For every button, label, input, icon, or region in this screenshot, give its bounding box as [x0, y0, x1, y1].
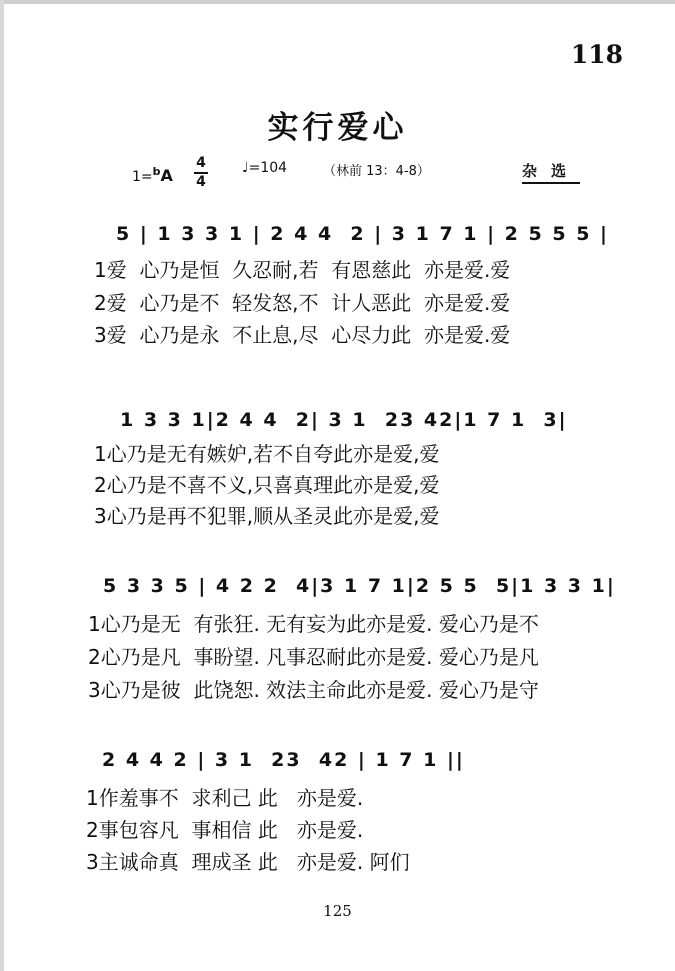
page-number: 125: [323, 902, 352, 920]
key-letter: A: [160, 166, 173, 185]
key-prefix: 1=: [132, 169, 153, 185]
hymn-number: 118: [570, 40, 623, 69]
lyric-verse-1: 1爱 心乃是恒 久忍耐,若 有恩慈此 亦是爱.爱: [94, 258, 511, 282]
lyric-verse-1: 1作羞事不 求利己 此 亦是爱.: [86, 786, 364, 810]
notes-line-2: 1 3 3 1|2 4 4 2| 3 1 23 42|1 7 1 3|: [120, 409, 568, 431]
hymn-title: 实行爱心: [267, 110, 408, 146]
time-signature: [194, 156, 208, 190]
key-signature: [132, 165, 173, 185]
lyric-verse-2: 2爱 心乃是不 轻发怒,不 计人恶此 亦是爱.爱: [94, 291, 511, 315]
lyric-verse-3: 3爱 心乃是永 不止息,尽 心尽力此 亦是爱.爱: [94, 323, 511, 347]
lyric-verse-2: 2心乃是凡 事盼望. 凡事忍耐此亦是爱. 爱心乃是凡: [88, 645, 539, 669]
time-bottom: 4: [196, 174, 206, 190]
notes-line-1: 5 | 1 3 3 1 | 2 4 4 2 | 3 1 7 1 | 2 5 5 5 |: [116, 223, 609, 245]
scripture-reference: （林前 13：4-8）: [323, 164, 430, 179]
lyric-verse-1: 1心乃是无 有张狂. 无有妄为此亦是爱. 爱心乃是不: [88, 612, 539, 636]
lyric-verse-3: 3心乃是彼 此饶恕. 效法主命此亦是爱. 爱心乃是守: [88, 678, 539, 702]
lyric-verse-1: 1心乃是无有嫉妒,若不自夸此亦是爱,爱: [94, 442, 440, 466]
key-flat: b: [152, 165, 161, 178]
notes-line-4: 2 4 4 2 | 3 1 23 42 | 1 7 1 ||: [102, 749, 465, 771]
lyric-verse-2: 2心乃是不喜不义,只喜真理此亦是爱,爱: [94, 473, 440, 497]
lyric-verse-3: 3主诚命真 理成圣 此 亦是爱. 阿们: [86, 850, 410, 874]
source-credit: 杂选: [522, 160, 580, 184]
tempo-marking: ♩=104: [242, 160, 288, 176]
time-top: 4: [196, 155, 206, 171]
lyric-verse-2: 2事包容凡 事相信 此 亦是爱.: [86, 818, 364, 842]
notes-line-3: 5 3 3 5 | 4 2 2 4|3 1 7 1|2 5 5 5|1 3 3 1|: [103, 575, 616, 597]
scan-edge-top: [0, 0, 675, 4]
lyric-verse-3: 3心乃是再不犯罪,顺从圣灵此亦是爱,爱: [94, 504, 440, 528]
